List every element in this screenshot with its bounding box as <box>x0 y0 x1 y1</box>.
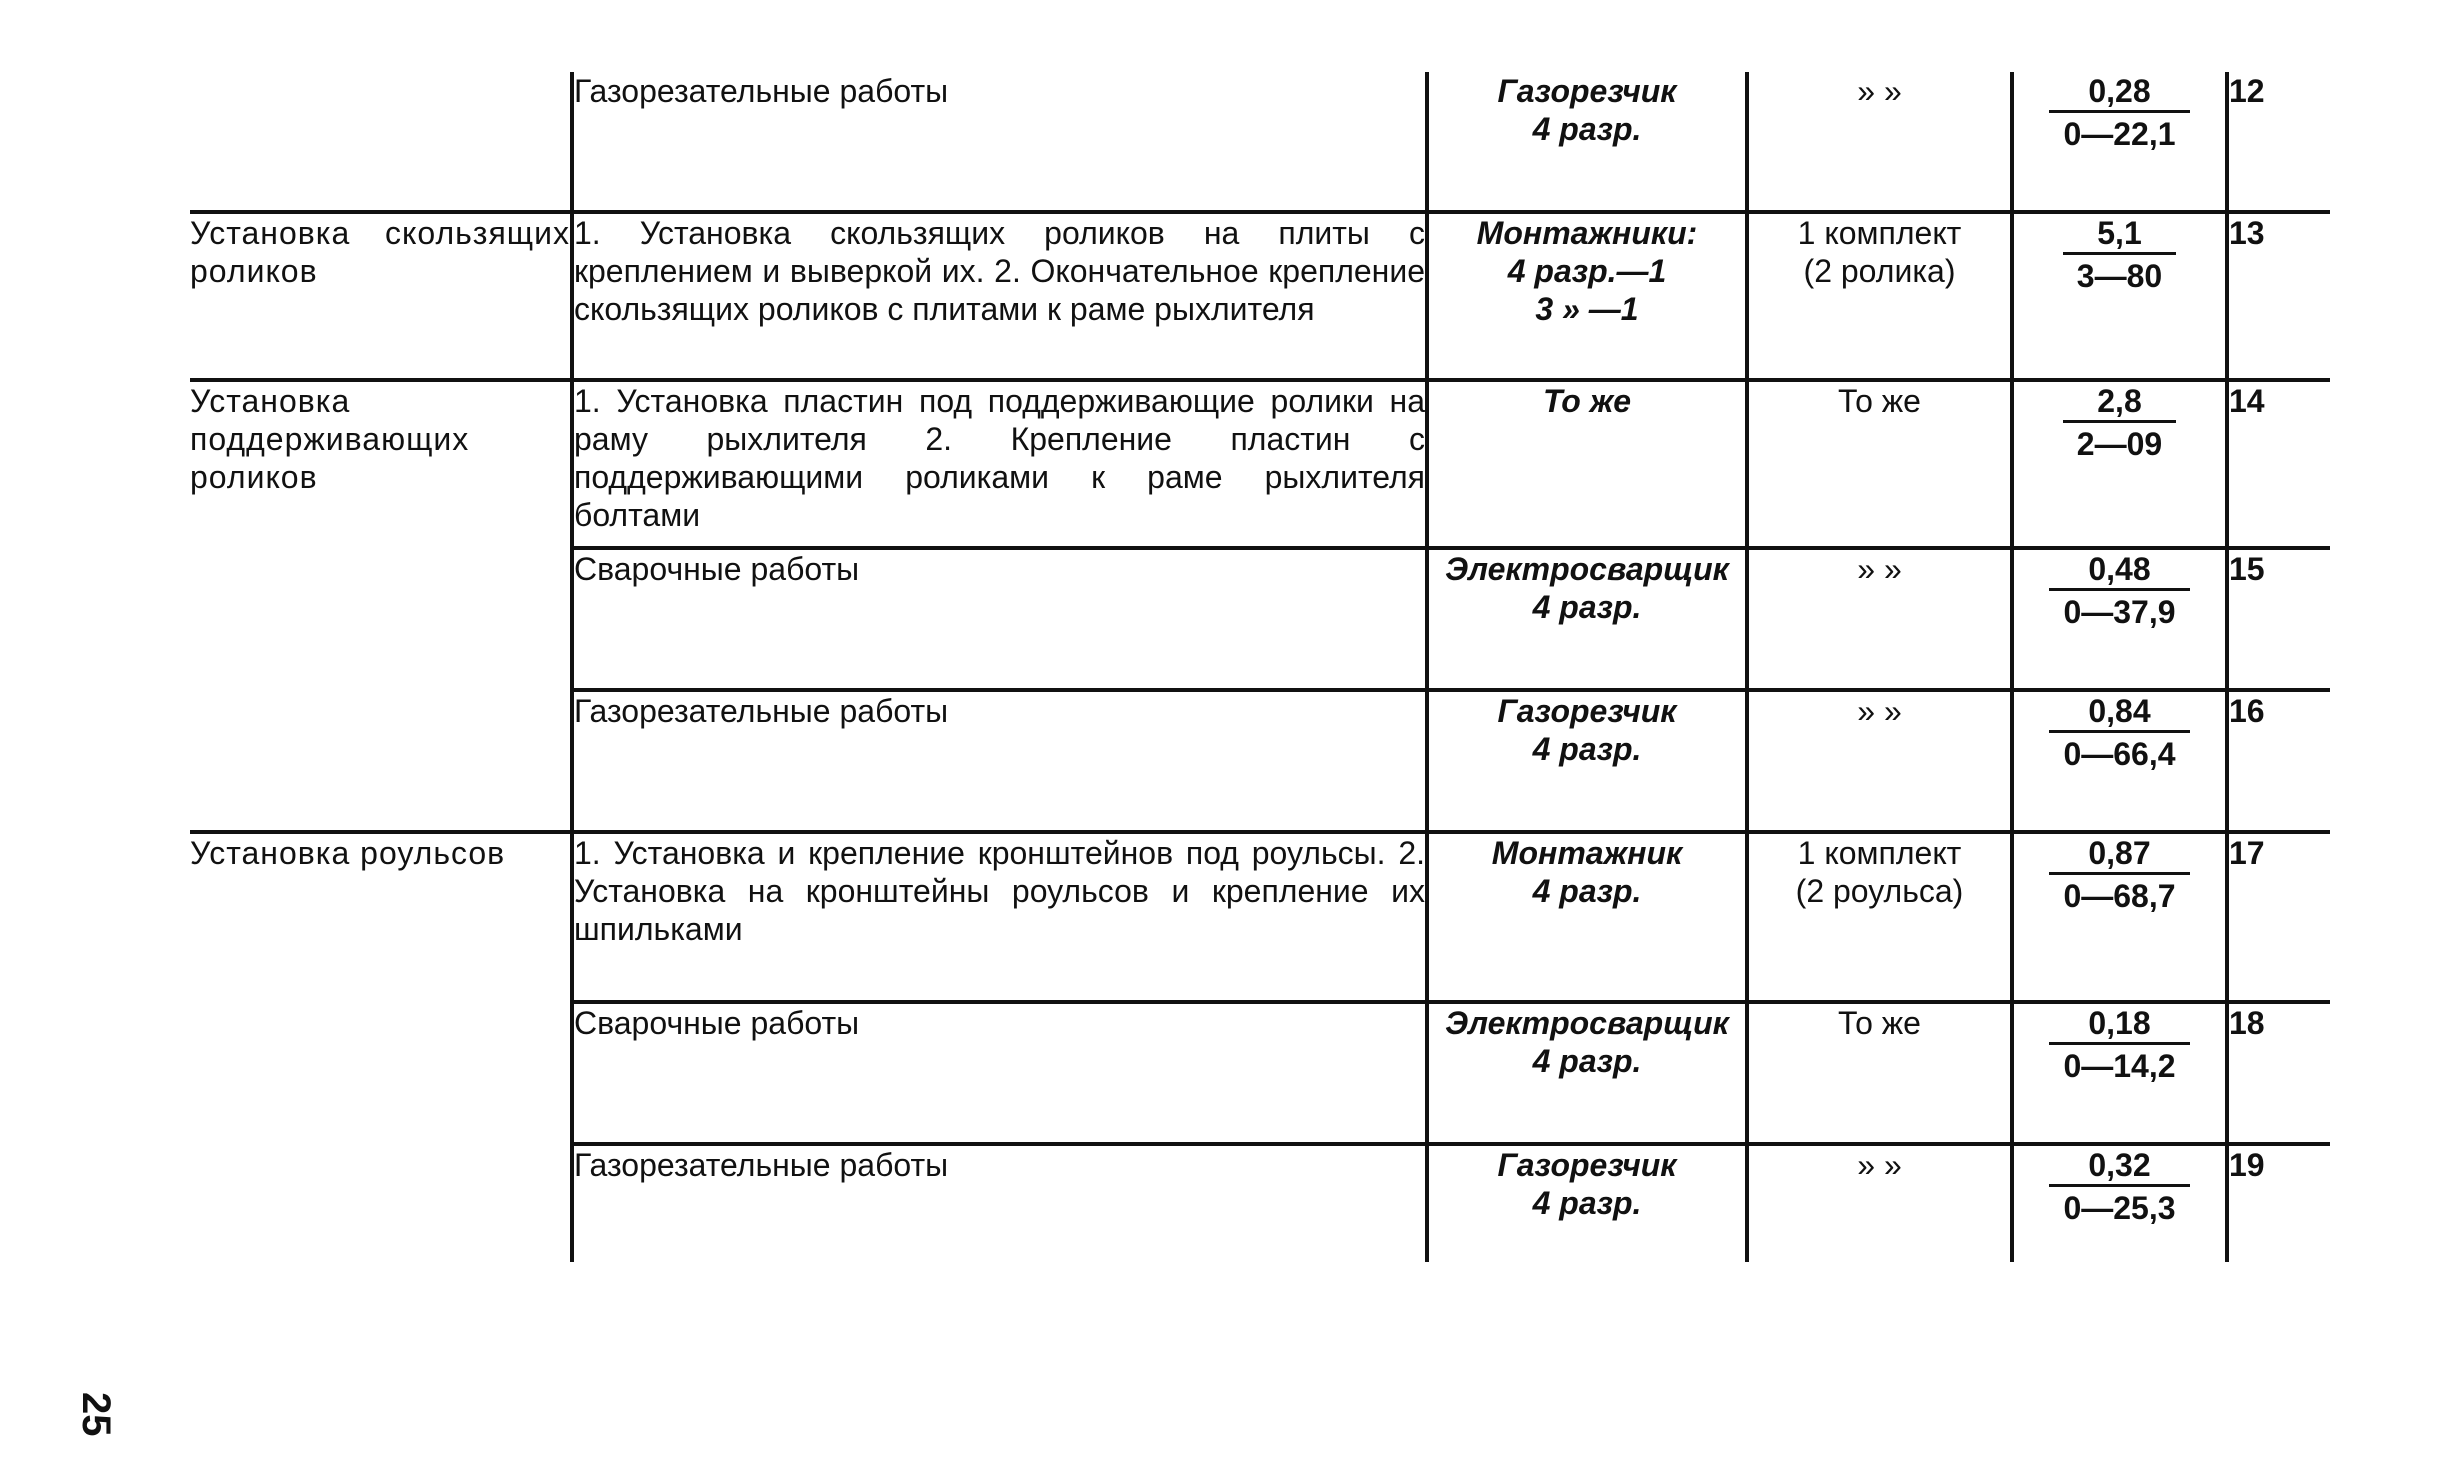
operation-cell <box>190 548 572 690</box>
norm-cell: $\frac{0,18}{0—14,2}$ <box>2012 1002 2227 1144</box>
norm-cell: $\frac{0,87}{0—68,7}$ <box>2012 832 2227 1002</box>
work-description: 1. Установка пластин под поддерживающие ролики на раму рыхлителя 2. Крепление пластин с поддерживающими роликами к раме рыхлителя болтами <box>572 380 1427 548</box>
operation-cell <box>190 690 572 832</box>
work-description: 1. Установка скользящих роликов на плиты с креплением и выверкой их. 2. Окончательное крепление скользящих роликов с плитами к раме рыхлителя <box>572 212 1427 380</box>
norm-cell: $\frac{0,32}{0—25,3}$ <box>2012 1144 2227 1262</box>
work-description: Сварочные работы <box>572 548 1427 690</box>
crew-cell: Электросварщик 4 разр. <box>1427 1002 1747 1144</box>
table-row <box>190 1002 2330 1144</box>
crew-cell: Монтажник 4 разр. <box>1427 832 1747 1002</box>
norm-cell: $\frac{0,48}{0—37,9}$ <box>2012 548 2227 690</box>
norm-cell: $\frac{0,84}{0—66,4}$ <box>2012 690 2227 832</box>
table-row <box>190 690 2330 832</box>
meter-cell: » » <box>1747 548 2012 690</box>
operation-cell: Установка скользящих роликов <box>190 212 572 380</box>
operation-cell <box>190 1144 572 1262</box>
work-description: Газорезательные работы <box>572 72 1427 212</box>
meter-cell: » » <box>1747 690 2012 832</box>
table-row <box>190 212 2330 380</box>
crew-cell: То же <box>1427 380 1747 548</box>
crew-cell: Газорезчик 4 разр. <box>1427 1144 1747 1262</box>
crew-cell: Газорезчик 4 разр. <box>1427 690 1747 832</box>
page-number: 25 <box>74 1392 118 1437</box>
operation-cell: Установка поддерживающих роликов <box>190 380 572 548</box>
work-description: 1. Установка и крепление кронштейнов под роульсы. 2. Установка на кронштейны роульсов и крепление их шпильками <box>572 832 1427 1002</box>
row-number: 14 <box>2227 380 2330 548</box>
table-row <box>190 380 2330 548</box>
row-number: 17 <box>2227 832 2330 1002</box>
meter-cell: » » <box>1747 72 2012 212</box>
row-number: 15 <box>2227 548 2330 690</box>
table-row <box>190 832 2330 1002</box>
norms-table <box>190 72 2330 1262</box>
work-description: Газорезательные работы <box>572 690 1427 832</box>
work-description: Сварочные работы <box>572 1002 1427 1144</box>
meter-cell: То же <box>1747 1002 2012 1144</box>
crew-cell: Газорезчик 4 разр. <box>1427 72 1747 212</box>
work-description: Газорезательные работы <box>572 1144 1427 1262</box>
norm-cell: $\frac{5,1}{3—80}$ <box>2012 212 2227 380</box>
meter-cell: » » <box>1747 1144 2012 1262</box>
row-number: 19 <box>2227 1144 2330 1262</box>
norm-cell: $\frac{2,8}{2—09}$ <box>2012 380 2227 548</box>
table-row <box>190 72 2330 212</box>
operation-cell <box>190 1002 572 1144</box>
meter-cell: 1 комплект (2 ролика) <box>1747 212 2012 380</box>
row-number: 13 <box>2227 212 2330 380</box>
meter-cell: То же <box>1747 380 2012 548</box>
table-row <box>190 1144 2330 1262</box>
meter-cell: 1 комплект (2 роульса) <box>1747 832 2012 1002</box>
row-number: 12 <box>2229 73 2265 109</box>
table-row <box>190 548 2330 690</box>
row-number: 18 <box>2227 1002 2330 1144</box>
crew-cell: Электросварщик 4 разр. <box>1427 548 1747 690</box>
norm-cell: $\frac{0,28}{0—22,1}$ <box>2012 72 2227 212</box>
operation-cell: Установка роульсов <box>190 832 572 1002</box>
crew-cell: Монтажники: 4 разр.—1 3 » —1 <box>1427 212 1747 380</box>
operation-cell <box>190 72 572 212</box>
row-number: 16 <box>2227 690 2330 832</box>
